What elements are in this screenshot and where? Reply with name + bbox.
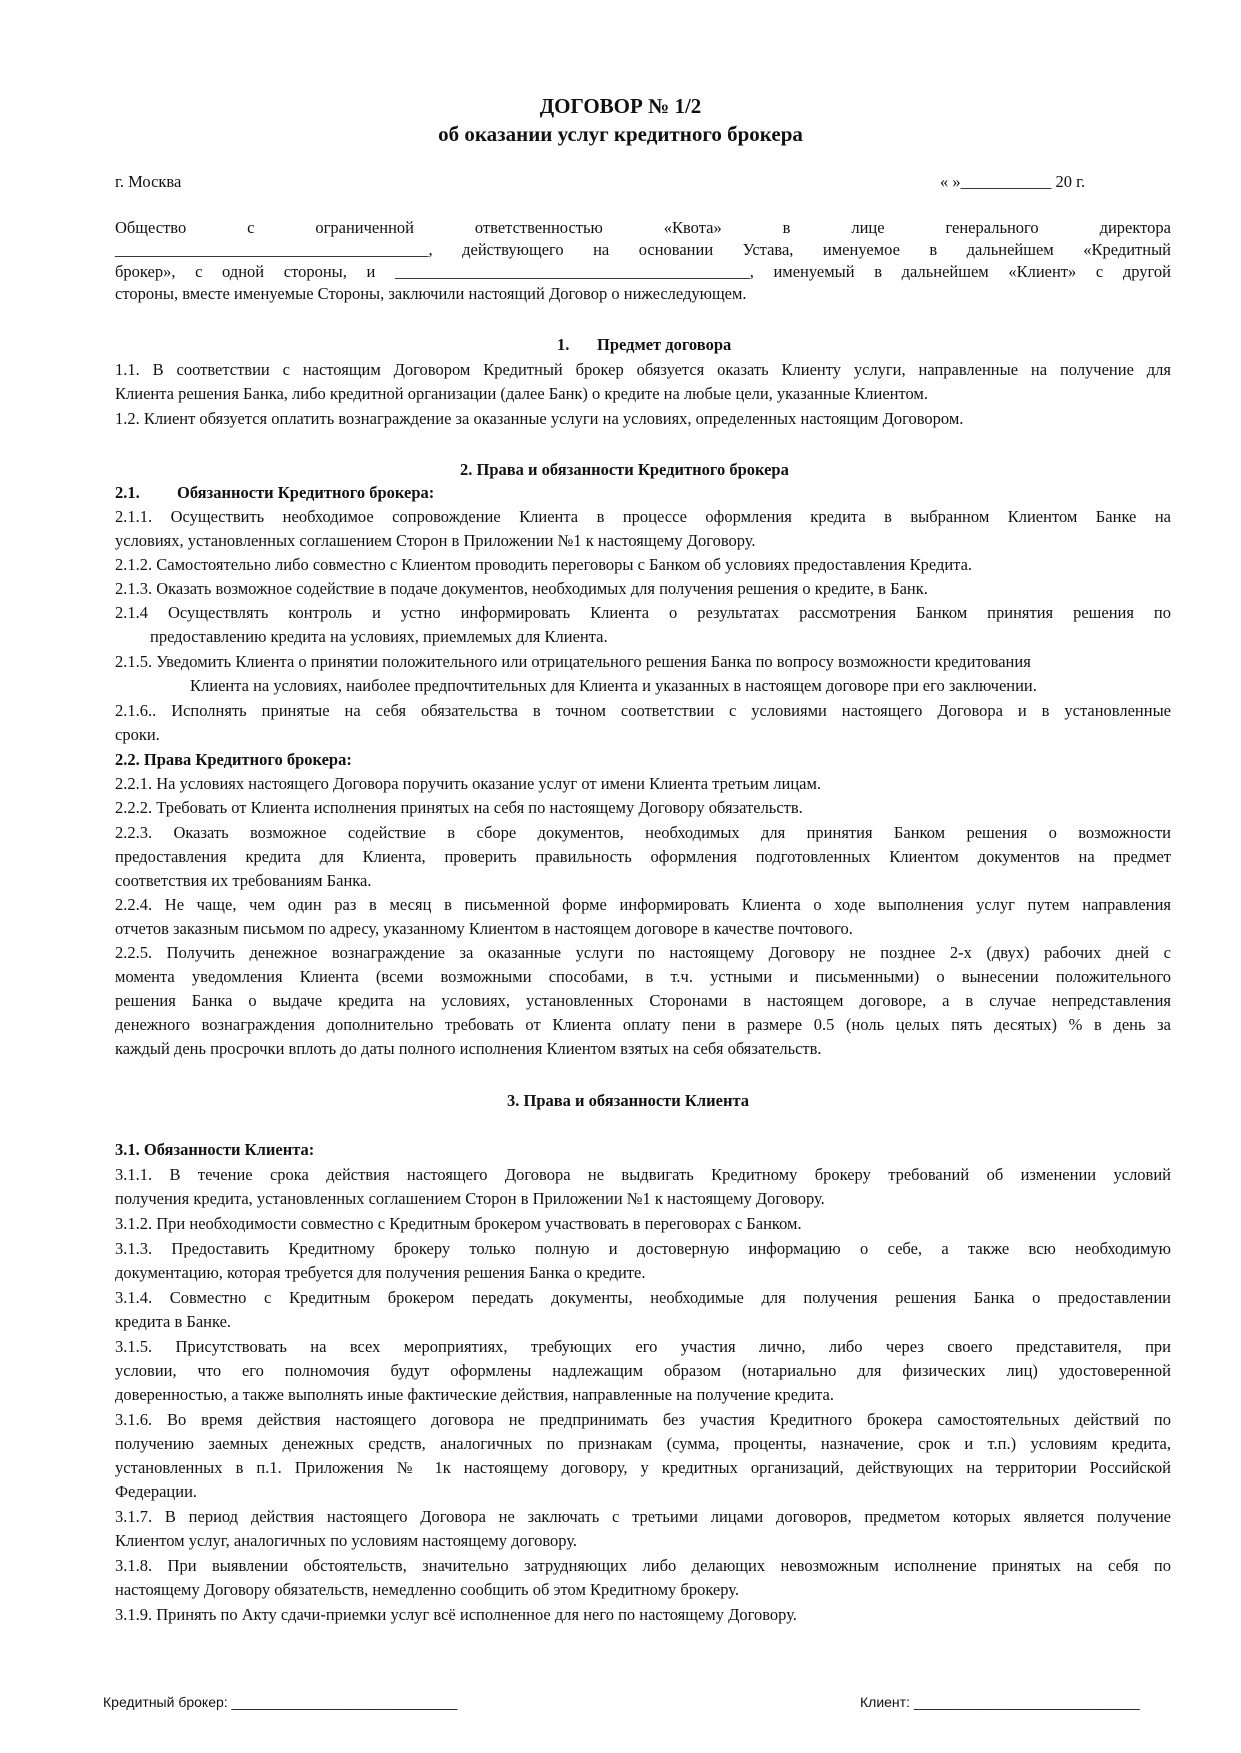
section-1-number: 1. (557, 335, 570, 354)
paragraph-line: 2.1.5. Уведомить Клиента о принятии положительного или отрицательного решения Банка по вопросу возможности кредитования (115, 652, 1031, 671)
broker-signature-line: Кредитный брокер: _____________________________ (103, 1694, 458, 1710)
section-2-title: 2. Права и обязанности Кредитного брокера (460, 460, 789, 479)
paragraph-line: Федерации. (115, 1482, 198, 1501)
paragraph-line: 3.1.8. При выявлении обстоятельств, значительно затрудняющих либо делающих невозможным исполнение принятых на себя по (115, 1556, 1171, 1575)
paragraph-line: 2.2.4. Не чаще, чем один раз в месяц в письменной форме информировать Клиента о ходе выполнения услуг путем направления (115, 895, 1171, 914)
paragraph-line: условии, что его полномочия будут оформлены надлежащим образом (нотариально для физических лиц) удостоверенной (115, 1361, 1171, 1380)
subsection-2-1-number: 2.1. (115, 483, 140, 502)
contract-date: « »___________ 20 г. (940, 172, 1086, 191)
section-3-title: 3. Права и обязанности Клиента (507, 1091, 750, 1110)
paragraph-line: 2.2.3. Оказать возможное содействие в сборе документов, необходимых для принятия Банком решения о возможности (115, 823, 1171, 842)
paragraph-line: Клиентом услуг, аналогичных по условиям настоящему договору. (115, 1531, 578, 1550)
paragraph-line: 2.2.2. Требовать от Клиента исполнения принятых на себя по настоящему Договору обязательств. (115, 798, 803, 817)
client-signature-line: Клиент: _____________________________ (860, 1694, 1140, 1710)
paragraph-line: сроки. (115, 725, 160, 744)
paragraph-line: установленных в п.1. Приложения № 1к настоящему договору, у кредитных организаций, действующих на территории Российской (115, 1458, 1171, 1477)
paragraph-line: 3.1.4. Совместно с Кредитным брокером передать документы, необходимые для получения решения Банка о предоставлении (115, 1288, 1171, 1307)
preamble-line: Общество с ограниченной ответственностью «Квота» в лице генерального директора (115, 218, 1171, 237)
paragraph-line: 3.1.3. Предоставить Кредитному брокеру только полную и достоверную информацию о себе, а также всю необходимую (115, 1239, 1171, 1258)
paragraph-line: получению заемных денежных средств, аналогичных по признакам (сумма, проценты, назначение, срок и т.п.) условиям кредита, (115, 1434, 1171, 1453)
paragraph-line: 3.1.6. Во время действия настоящего договора не предпринимать без участия Кредитного брокера самостоятельных действий по (115, 1410, 1171, 1429)
paragraph-line: 3.1.2. При необходимости совместно с Кредитным брокером участвовать в переговорах с Банком. (115, 1214, 802, 1233)
subsection-2-2-title: 2.2. Права Кредитного брокера: (115, 750, 352, 769)
paragraph-line: 3.1.5. Присутствовать на всех мероприятиях, требующих его участия лично, либо через своего представителя, при (115, 1337, 1171, 1356)
paragraph-line: настоящему Договору обязательств, немедленно сообщить об этом Кредитному брокеру. (115, 1580, 740, 1599)
paragraph-line: Клиента на условиях, наиболее предпочтительных для Клиента и указанных в настоящем договоре при его заключении. (190, 676, 1037, 695)
paragraph-line: 1.1. В соответствии с настоящим Договором Кредитный брокер обязуется оказать Клиенту услуги, направленные на получение для (115, 360, 1171, 379)
subsection-2-1-title: Обязанности Кредитного брокера: (177, 483, 435, 502)
paragraph-line: получения кредита, установленных соглашением Сторон в Приложении №1 к настоящему Договору. (115, 1189, 825, 1208)
document-title: ДОГОВОР № 1/2 (539, 94, 702, 118)
paragraph-line: доверенностью, а также выполнять иные фактические действия, направленные на получение кредита. (115, 1385, 834, 1404)
paragraph-line: кредита в Банке. (115, 1312, 232, 1331)
paragraph-line: 2.1.2. Самостоятельно либо совместно с Клиентом проводить переговоры с Банком об условиях предоставления Кредита. (115, 555, 973, 574)
paragraph-line: 1.2. Клиент обязуется оплатить вознаграждение за оказанные услуги на условиях, определенных настоящим Договором. (115, 409, 964, 428)
paragraph-line: 2.1.4 Осуществлять контроль и устно информировать Клиента о результатах рассмотрения Банком принятия решения по (115, 603, 1171, 622)
paragraph-line: 3.1.7. В период действия настоящего Договора не заключать с третьими лицами договоров, предметом которых является получение (115, 1507, 1171, 1526)
document-subtitle: об оказании услуг кредитного брокера (438, 122, 803, 146)
paragraph-line: 2.1.6.. Исполнять принятые на себя обязательства в точном соответствии с условиями настоящего Договора и в установленные (115, 701, 1171, 720)
preamble-line: стороны, вместе именуемые Стороны, заключили настоящий Договор о нижеследующем. (115, 284, 747, 303)
paragraph-line: момента уведомления Клиента (всеми возможными способами, в т.ч. устными и письменными) о вынесении положительного (115, 967, 1171, 986)
paragraph-line: документацию, которая требуется для получения решения Банка о кредите. (115, 1263, 646, 1282)
paragraph-line: 2.2.5. Получить денежное вознаграждение за оказанные услуги по настоящему Договору не позднее 2-х (двух) рабочих дней с (115, 943, 1171, 962)
paragraph-line: решения Банка о выдаче кредита на условиях, установленных Сторонами в настоящем договоре, а в случае непредставления (115, 991, 1171, 1010)
paragraph-line: денежного вознаграждения дополнительно требовать от Клиента оплату пени в размере 0.5 (ноль целых пять десятых) % в день за (115, 1015, 1171, 1034)
paragraph-line: 3.1.9. Принять по Акту сдачи-приемки услуг всё исполненное для него по настоящему Договору. (115, 1605, 797, 1624)
paragraph-line: 2.1.3. Оказать возможное содействие в подаче документов, необходимых для получения решения о кредите, в Банк. (115, 579, 928, 598)
paragraph-line: 3.1.1. В течение срока действия настоящего Договора не выдвигать Кредитному брокеру требований об изменении условий (115, 1165, 1171, 1184)
paragraph-line: условиях, установленных соглашением Сторон в Приложении №1 к настоящему Договору. (115, 531, 756, 550)
preamble-line: брокер», с одной стороны, и ___________________________________________, именуемый в дальнейшем «Клиент» с другой (115, 262, 1171, 281)
paragraph-line: отчетов заказным письмом по адресу, указанному Клиентом в настоящем договоре в качестве почтового. (115, 919, 853, 938)
paragraph-line: 2.1.1. Осуществить необходимое сопровождение Клиента в процессе оформления кредита в выбранном Клиентом Банке на (115, 507, 1171, 526)
paragraph-line: предоставления кредита для Клиента, проверить правильность оформления подготовленных Клиентом документов на предмет (115, 847, 1171, 866)
section-1-title: Предмет договора (597, 335, 732, 354)
subsection-3-1-title: 3.1. Обязанности Клиента: (115, 1140, 315, 1159)
paragraph-line: соответствия их требованиям Банка. (115, 871, 372, 890)
paragraph-line: каждый день просрочки вплоть до даты полного исполнения Клиентом взятых на себя обязательств. (115, 1039, 822, 1058)
paragraph-line: 2.2.1. На условиях настоящего Договора поручить оказание услуг от имени Клиента третьим лицам. (115, 774, 822, 793)
paragraph-line: Клиента решения Банка, либо кредитной организации (далее Банк) о кредите на любые цели, указанные Клиентом. (115, 384, 929, 403)
paragraph-line: предоставлению кредита на условиях, приемлемых для Клиента. (150, 627, 608, 646)
preamble-line: ______________________________________, действующего на основании Устава, именуемое в дальнейшем «Кредитный (115, 240, 1171, 259)
contract-place: г. Москва (115, 172, 182, 191)
